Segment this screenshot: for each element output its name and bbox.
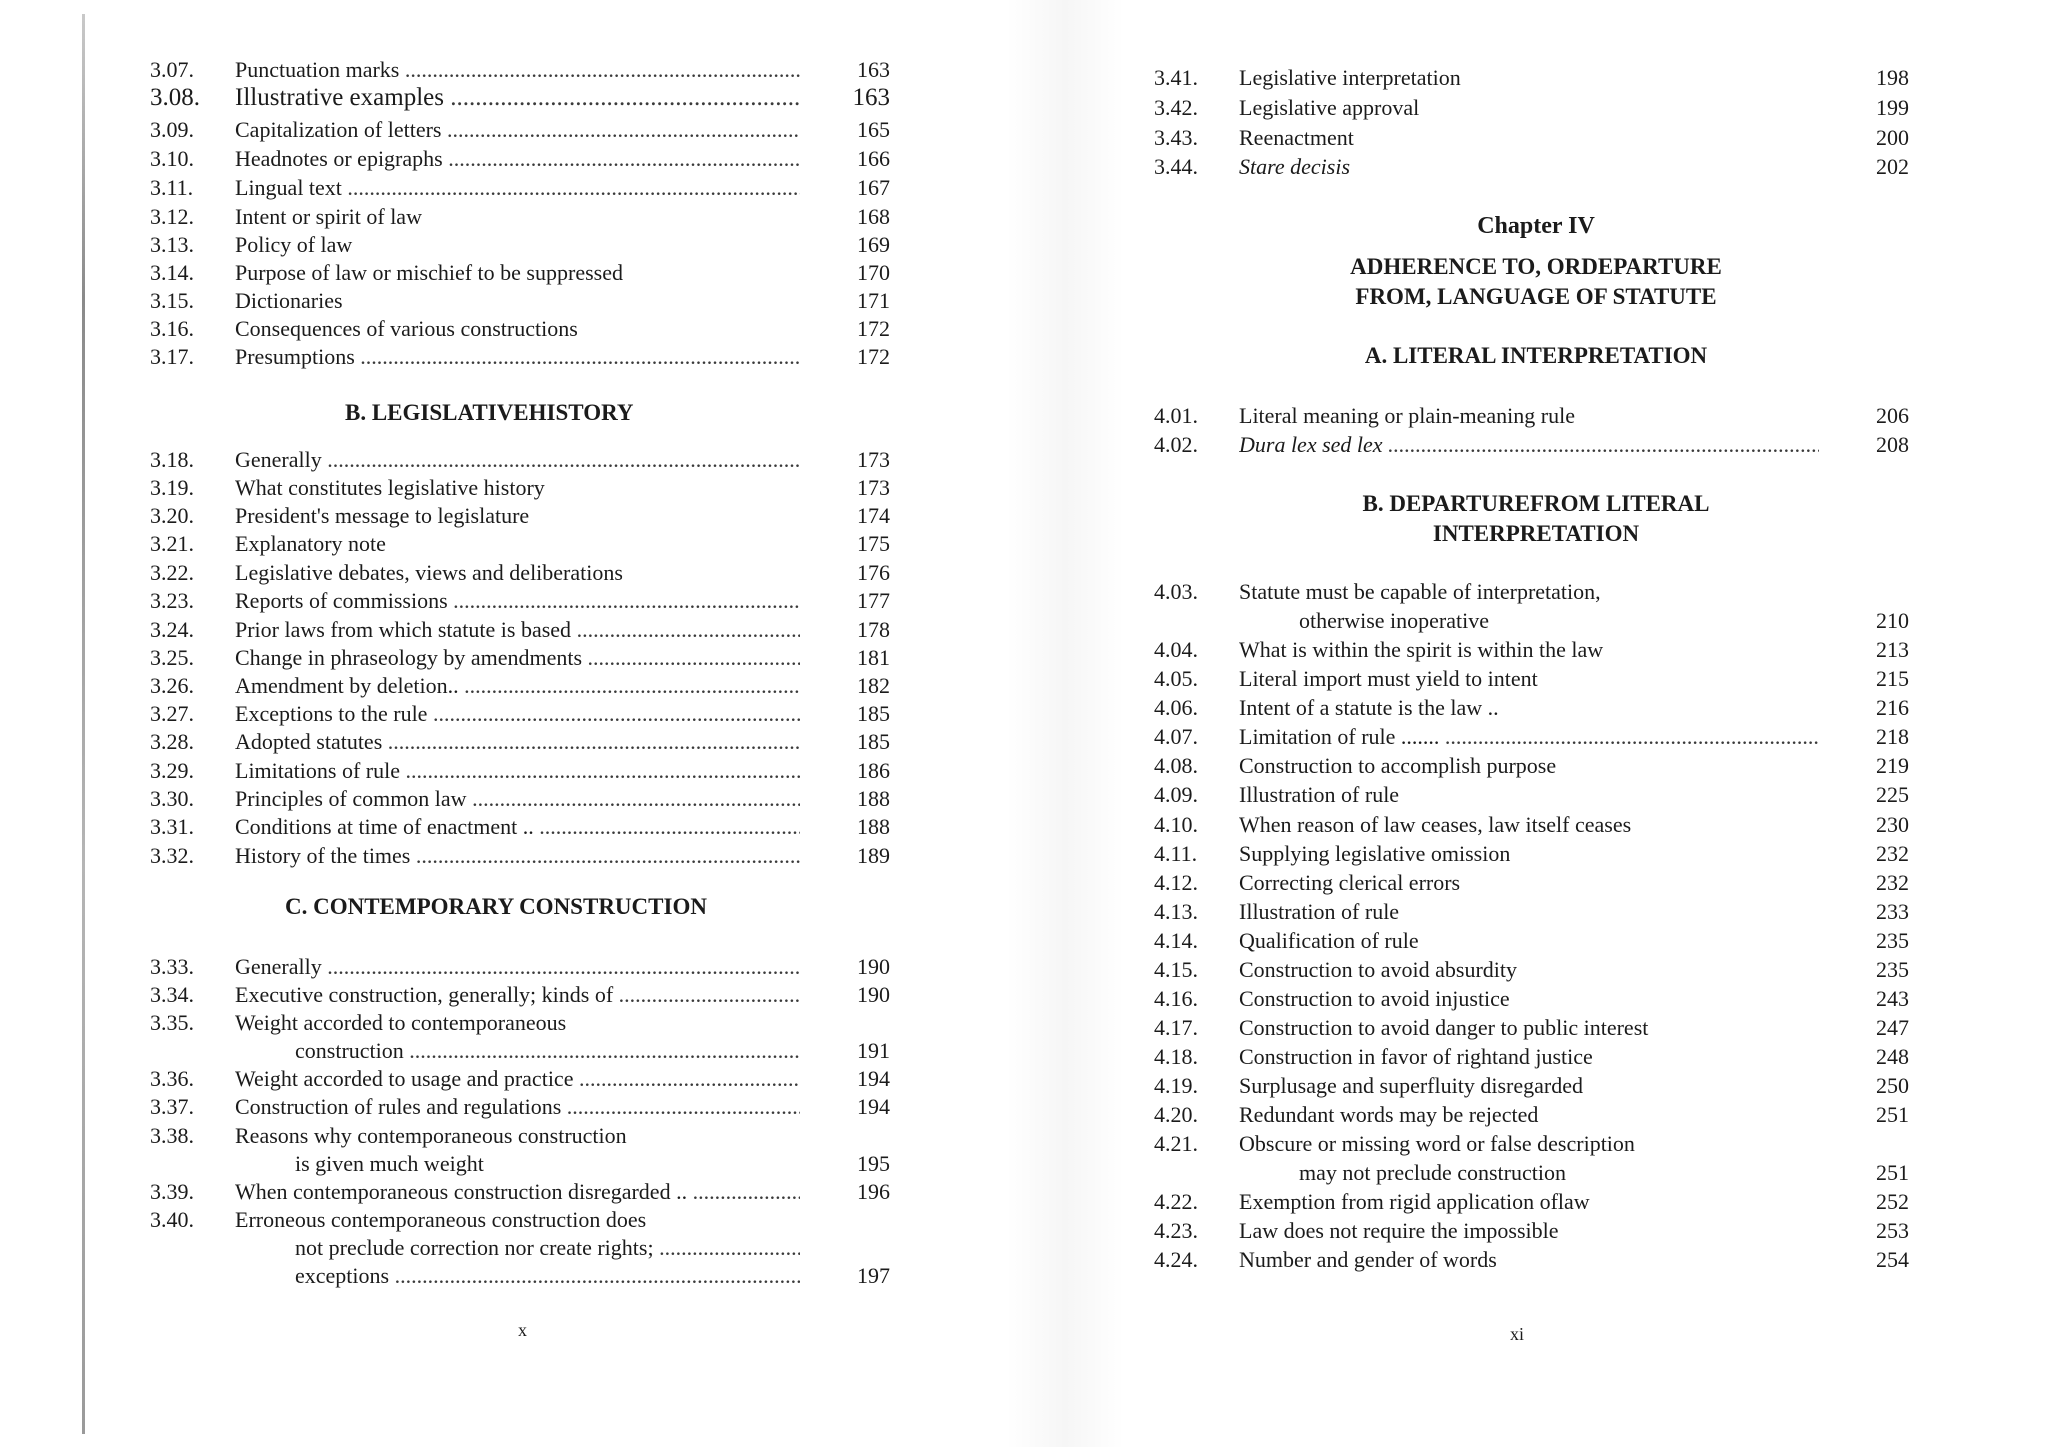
entry-page: 186 [857,758,890,783]
entry-title: Construction to avoid injustice [1239,986,1510,1011]
entry-page: 243 [1876,986,1909,1011]
entry-number: 3.18. [150,447,194,472]
entry-number: 4.11. [1154,841,1198,866]
entry-number: 3.08. [150,84,200,111]
entry-title: Headnotes or epigraphs ..... [235,145,800,173]
entry-title: What is within the spirit is within the law [1239,637,1604,662]
entry-number: 4.12. [1154,870,1198,895]
entry-title: Literal import must yield to intent [1239,666,1538,691]
entry-number: 4.13. [1154,899,1198,924]
toc-entry [1154,956,1909,984]
entry-number: 3.21. [150,531,194,556]
entry-page: 189 [857,843,890,868]
entry-number: 3.28. [150,729,194,754]
toc-entry-continuation [1154,607,1909,635]
toc-entry [1154,1217,1909,1245]
entry-page: 173 [857,475,890,500]
entry-title: History of the times ..... [235,842,800,870]
toc-entry [150,644,890,672]
entry-title: Stare decisis [1239,154,1350,179]
entry-page: 216 [1876,695,1909,720]
entry-page: 200 [1876,125,1909,150]
toc-entry [1154,1101,1909,1129]
entry-title: Reports of commissions ..... [235,587,800,615]
entry-number: 4.15. [1154,957,1198,982]
entry-number: 3.17. [150,344,194,369]
toc-entry [1154,1043,1909,1071]
toc-entry [150,1065,890,1093]
toc-entry [1154,811,1909,839]
toc-entry [150,116,890,144]
toc-entry [1154,1246,1909,1274]
toc-entry-continuation [150,1234,890,1262]
entry-title: Prior laws from which statute is based ..... [235,616,800,644]
entry-number: 3.30. [150,786,194,811]
entry-page: 233 [1876,899,1909,924]
entry-number: 3.14. [150,260,194,285]
entry-title: Lingual text ..... [235,174,800,202]
toc-entry [150,203,890,231]
entry-number: 3.41. [1154,65,1198,90]
entry-title: Correcting clerical errors [1239,870,1461,895]
entry-title: Exemption from rigid application oflaw [1239,1189,1590,1214]
toc-entry [150,56,890,84]
entry-page: 185 [857,729,890,754]
toc-entry [1154,64,1909,92]
toc-entry [1154,694,1909,722]
entry-number: 3.12. [150,204,194,229]
toc-entry [1154,869,1909,897]
chapter-subtitle-line-1: ADHERENCE TO, ORDEPARTURE [1350,254,1722,279]
entry-page: 230 [1876,812,1909,837]
entry-number: 3.25. [150,645,194,670]
entry-title: Literal meaning or plain-meaning rule [1239,403,1575,428]
entry-page: 171 [857,288,890,313]
entry-title: Legislative debates, views and deliberations [235,560,623,585]
toc-entry-continuation [150,1262,890,1290]
entry-title-continued: may not preclude construction [1299,1160,1566,1185]
toc-entry [150,474,890,502]
entry-page: 235 [1876,928,1909,953]
entry-title: Dictionaries [235,288,343,313]
entry-title: Surplusage and superfluity disregarded [1239,1073,1583,1098]
entry-page: 251 [1876,1160,1909,1185]
entry-number: 4.05. [1154,666,1198,691]
section-heading-departure-line-2: INTERPRETATION [1432,521,1640,546]
entry-page: 206 [1876,403,1909,428]
entry-title: Policy of law [235,232,353,257]
toc-entry [1154,752,1909,780]
entry-title: Legislative interpretation [1239,65,1461,90]
entry-number: 3.23. [150,588,194,613]
entry-title: Consequences of various constructions [235,316,578,341]
entry-number: 3.33. [150,954,194,979]
entry-page: 173 [857,447,890,472]
entry-number: 3.42. [1154,95,1198,120]
entry-number: 3.15. [150,288,194,313]
toc-entry [150,728,890,756]
toc-entry [150,1093,890,1121]
entry-page: 169 [857,232,890,257]
toc-entry [1154,578,1909,606]
entry-page: 247 [1876,1015,1909,1040]
entry-number: 4.10. [1154,812,1198,837]
toc-entry [1154,927,1909,955]
entry-page: 213 [1876,637,1909,662]
entry-page: 185 [857,701,890,726]
toc-entry [1154,723,1909,751]
toc-entry [150,813,890,841]
entry-number: 4.07. [1154,724,1198,749]
entry-title: Erroneous contemporaneous construction does [235,1207,647,1232]
toc-entry [150,672,890,700]
entry-title: Presumptions ..... [235,343,800,371]
toc-entry [150,1122,890,1150]
entry-page: 208 [1876,432,1909,457]
entry-page: 190 [857,954,890,979]
entry-page: 191 [857,1038,890,1063]
entry-title-continued: not preclude correction nor create rights; ..... [295,1234,800,1262]
entry-number: 3.36. [150,1066,194,1091]
entry-title-continued: construction ..... [295,1037,800,1065]
entry-page: 219 [1876,753,1909,778]
toc-entry [150,1178,890,1206]
entry-number: 3.39. [150,1179,194,1204]
toc-entry [1154,1130,1909,1158]
toc-entry [150,530,890,558]
entry-number: 4.09. [1154,782,1198,807]
entry-page: 198 [1876,65,1909,90]
toc-entry [150,700,890,728]
entry-page: 163 [852,84,890,111]
entry-page: 197 [857,1263,890,1288]
entry-title: Construction of rules and regulations ..... [235,1093,800,1121]
toc-entry [150,1009,890,1037]
entry-title: Construction to avoid absurdity [1239,957,1518,982]
entry-title: When contemporaneous construction disregarded .. ..... [235,1178,800,1206]
entry-number: 3.44. [1154,154,1198,179]
entry-title: Punctuation marks ..... [235,56,800,84]
toc-entry-continuation [1154,1159,1909,1187]
entry-number: 3.11. [150,175,194,200]
entry-page: 166 [857,146,890,171]
toc-entry [150,145,890,173]
entry-title: Executive construction, generally; kinds of ..... [235,981,800,1009]
toc-entry [150,587,890,615]
chapter-title: Chapter IV [1477,213,1595,239]
entry-page: 165 [857,117,890,142]
entry-title: Qualification of rule [1239,928,1419,953]
entry-title: Number and gender of words [1239,1247,1497,1272]
entry-page: 188 [857,786,890,811]
entry-page: 215 [1876,666,1909,691]
entry-number: 4.16. [1154,986,1198,1011]
entry-number: 3.27. [150,701,194,726]
page-number: x [518,1320,527,1340]
entry-page: 225 [1876,782,1909,807]
toc-entry [1154,402,1909,430]
entry-title: Capitalization of letters ..... [235,116,800,144]
section-heading-departure-line-1: B. DEPARTUREFROM LITERAL [1362,491,1710,516]
entry-title: Construction to avoid danger to public interest [1239,1015,1649,1040]
entry-title: Statute must be capable of interpretation, [1239,579,1601,604]
entry-page: 251 [1876,1102,1909,1127]
entry-page: 176 [857,560,890,585]
entry-page: 232 [1876,870,1909,895]
toc-entry [150,953,890,981]
toc-entry [150,446,890,474]
heading-text: C. CONTEMPORARY CONSTRUCTION [285,894,707,919]
entry-title: Construction to accomplish purpose [1239,753,1557,778]
entry-title-continued: otherwise inoperative [1299,608,1489,633]
entry-number: 4.17. [1154,1015,1198,1040]
toc-entry [1154,985,1909,1013]
entry-page: 194 [857,1094,890,1119]
entry-page: 174 [857,503,890,528]
entry-number: 4.24. [1154,1247,1198,1272]
entry-page: 172 [857,316,890,341]
entry-page: 254 [1876,1247,1909,1272]
entry-title: Illustration of rule [1239,782,1400,807]
entry-number: 4.03. [1154,579,1198,604]
entry-page: 188 [857,814,890,839]
entry-title: President's message to legislature [235,503,530,528]
entry-page: 168 [857,204,890,229]
entry-number: 3.37. [150,1094,194,1119]
entry-number: 3.31. [150,814,194,839]
entry-number: 3.35. [150,1010,194,1035]
toc-entry [1154,431,1909,459]
entry-title: Reenactment [1239,125,1354,150]
entry-number: 4.01. [1154,403,1198,428]
entry-number: 4.21. [1154,1131,1198,1156]
entry-number: 3.29. [150,758,194,783]
entry-page: 163 [857,57,890,82]
entry-title: Conditions at time of enactment .. ..... [235,813,800,841]
toc-entry-continuation [150,1150,890,1178]
toc-entry [150,842,890,870]
entry-title: Weight accorded to usage and practice ..... [235,1065,800,1093]
toc-entry-continuation [150,1037,890,1065]
entry-number: 3.16. [150,316,194,341]
entry-number: 3.19. [150,475,194,500]
entry-page: 175 [857,531,890,556]
toc-entry [150,343,890,371]
entry-title: Change in phraseology by amendments ..... [235,644,800,672]
entry-number: 3.34. [150,982,194,1007]
toc-entry [150,616,890,644]
entry-page: 190 [857,982,890,1007]
entry-page: 196 [857,1179,890,1204]
toc-entry [150,502,890,530]
entry-title-continued: is given much weight [295,1151,484,1176]
toc-entry [1154,1188,1909,1216]
entry-number: 4.14. [1154,928,1198,953]
entry-page: 232 [1876,841,1909,866]
toc-entry [1154,1014,1909,1042]
toc-entry [1154,840,1909,868]
entry-title: Redundant words may be rejected [1239,1102,1539,1127]
entry-number: 4.04. [1154,637,1198,662]
entry-page: 235 [1876,957,1909,982]
entry-page: 218 [1876,724,1909,749]
toc-entry [1154,665,1909,693]
entry-title: Construction in favor of rightand justice [1239,1044,1593,1069]
entry-title: Limitations of rule ..... [235,757,800,785]
toc-entry [1154,781,1909,809]
entry-page: 181 [857,645,890,670]
toc-entry [150,559,890,587]
entry-number: 3.07. [150,57,194,82]
toc-entry [150,315,890,343]
entry-title: What constitutes legislative history [235,475,545,500]
entry-page: 178 [857,617,890,642]
entry-title: Generally ..... [235,953,800,981]
section-heading-contemporary-construction [285,892,785,922]
toc-entry [150,259,890,287]
right-page [1024,0,2048,1447]
toc-entry [150,785,890,813]
entry-number: 4.20. [1154,1102,1198,1127]
entry-title: Intent of a statute is the law .. [1239,695,1499,720]
entry-title: Exceptions to the rule ..... [235,700,800,728]
entry-title: Adopted statutes ..... [235,728,800,756]
entry-number: 4.06. [1154,695,1198,720]
entry-number: 3.13. [150,232,194,257]
entry-number: 3.22. [150,560,194,585]
entry-number: 3.43. [1154,125,1198,150]
entry-number: 4.08. [1154,753,1198,778]
entry-page: 252 [1876,1189,1909,1214]
entry-title: Legislative approval [1239,95,1420,120]
entry-title-continued: exceptions ..... [295,1262,800,1290]
entry-title: Illustration of rule [1239,899,1400,924]
entry-page: 172 [857,344,890,369]
chapter-subtitle-line-2: FROM, LANGUAGE OF STATUTE [1355,284,1717,309]
toc-entry [150,1206,890,1234]
entry-page: 177 [857,588,890,613]
entry-page: 202 [1876,154,1909,179]
entry-page: 194 [857,1066,890,1091]
entry-page: 210 [1876,608,1909,633]
entry-number: 3.38. [150,1123,194,1148]
toc-entry [1154,636,1909,664]
entry-title: Law does not require the impossible [1239,1218,1559,1243]
entry-title: Weight accorded to contemporaneous [235,1010,567,1035]
entry-page: 199 [1876,95,1909,120]
entry-page: 253 [1876,1218,1909,1243]
heading-text: B. LEGISLATIVEHISTORY [345,400,634,425]
page-number: xi [1510,1324,1525,1344]
toc-entry [150,757,890,785]
toc-entry [150,287,890,315]
entry-number: 4.19. [1154,1073,1198,1098]
toc-entry [150,174,890,202]
toc-entry [1154,153,1909,181]
entry-title: Dura lex sed lex ..... [1239,431,1819,459]
entry-number: 4.23. [1154,1218,1198,1243]
entry-number: 3.32. [150,843,194,868]
section-heading-literal-interpretation: A. LITERAL INTERPRETATION [1364,343,1708,368]
entry-number: 3.09. [150,117,194,142]
section-heading-legislative-history [345,398,745,428]
entry-title: When reason of law ceases, law itself ceases [1239,812,1632,837]
entry-title: Amendment by deletion.. ..... [235,672,800,700]
entry-title: Principles of common law ..... [235,785,800,813]
entry-number: 3.26. [150,673,194,698]
entry-number: 3.24. [150,617,194,642]
entry-title: Intent or spirit of law [235,204,422,229]
toc-entry [1154,1072,1909,1100]
entry-title: Obscure or missing word or false description [1239,1131,1635,1156]
toc-entry [150,231,890,259]
entry-page: 195 [857,1151,890,1176]
entry-page: 170 [857,260,890,285]
toc-entry [1154,94,1909,122]
entry-number: 3.20. [150,503,194,528]
entry-title: Supplying legislative omission [1239,841,1511,866]
entry-title: Generally ..... [235,446,800,474]
entry-title: Explanatory note [235,531,386,556]
entry-page: 248 [1876,1044,1909,1069]
entry-number: 4.02. [1154,432,1198,457]
entry-title: Illustrative examples ..... [235,84,800,112]
entry-page: 182 [857,673,890,698]
entry-title: Reasons why contemporaneous construction [235,1123,627,1148]
entry-number: 4.22. [1154,1189,1198,1214]
toc-entry [1154,124,1909,152]
entry-number: 3.10. [150,146,194,171]
toc-entry [1154,898,1909,926]
entry-title: Limitation of rule ....... ..... [1239,723,1819,751]
toc-entry [150,84,890,112]
entry-number: 4.18. [1154,1044,1198,1069]
entry-title: Purpose of law or mischief to be suppressed [235,260,623,285]
entry-page: 250 [1876,1073,1909,1098]
entry-page: 167 [857,175,890,200]
entry-number: 3.40. [150,1207,194,1232]
toc-entry [150,981,890,1009]
